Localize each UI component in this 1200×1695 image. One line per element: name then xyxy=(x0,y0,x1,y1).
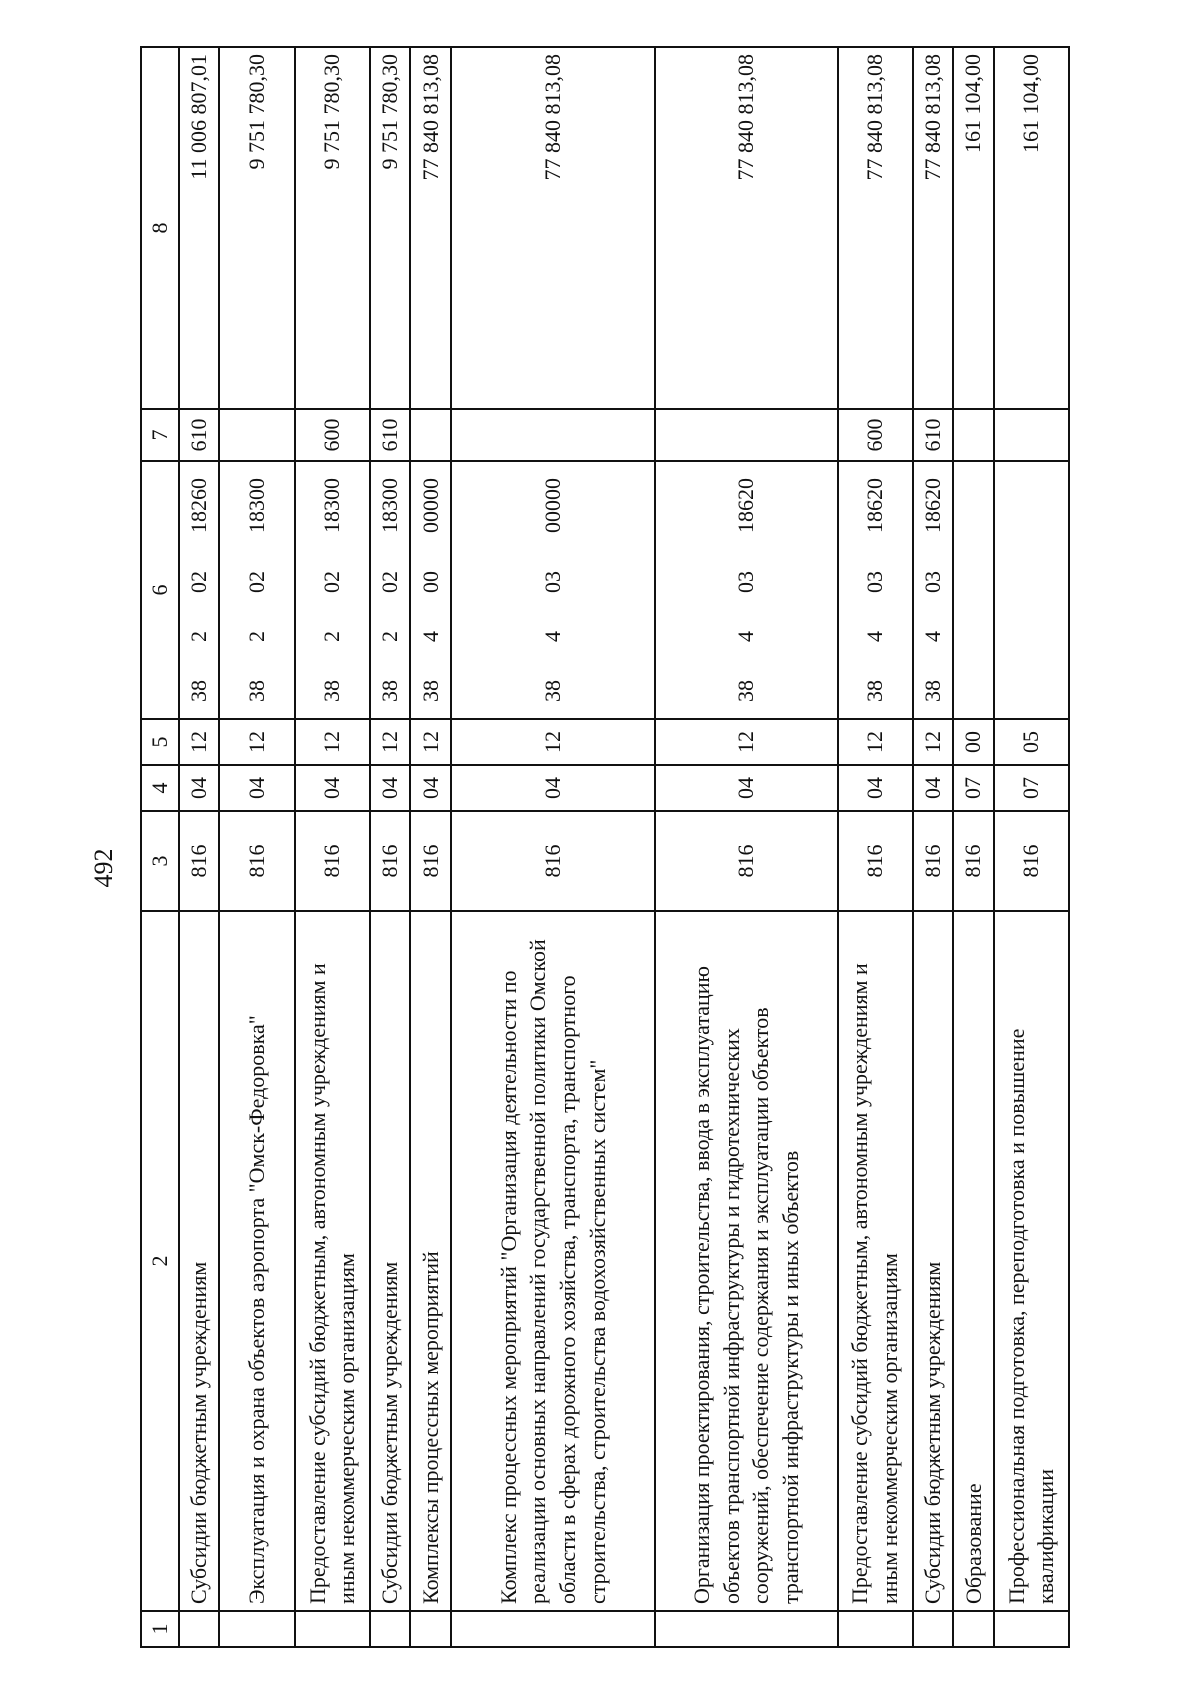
expense-type-cell xyxy=(410,409,450,461)
target-article-part: 03 xyxy=(733,571,759,593)
target-article-part: 38 xyxy=(417,680,443,702)
ministry-code-cell: 816 xyxy=(219,811,294,911)
target-article-part: 18620 xyxy=(733,478,759,533)
ministry-code-cell: 816 xyxy=(410,811,450,911)
section-code-cell: 04 xyxy=(295,765,370,811)
section-code-cell: 07 xyxy=(994,765,1069,811)
expense-type-cell xyxy=(953,409,993,461)
target-article-code xyxy=(733,468,759,712)
expense-type-cell: 600 xyxy=(838,409,913,461)
target-article-part: 02 xyxy=(186,571,212,593)
header-cell: 8 xyxy=(141,47,179,409)
target-article-part: 00 xyxy=(417,571,443,593)
header-cell: 3 xyxy=(141,811,179,911)
target-article-part: 38 xyxy=(244,680,270,702)
item-name-cell: Эксплуатация и охрана объектов аэропорта "Омск-Федоровка" xyxy=(219,911,294,1611)
target-article-part: 18620 xyxy=(919,478,945,533)
target-article-cell xyxy=(913,461,953,719)
item-name-cell: Организация проектирования, строительства, ввода в эксплуатацию объектов транспортной инфраструктуры и гидротехнических сооружений, обеспечение содержания и эксплуатации объектов транспортной инфраструктуры и иных объектов xyxy=(655,911,838,1611)
section-code-cell: 04 xyxy=(410,765,450,811)
item-name-cell: Субсидии бюджетным учреждениям xyxy=(179,911,219,1611)
header-cell: 2 xyxy=(141,911,179,1611)
budget-table xyxy=(140,46,1070,1648)
target-article-code xyxy=(920,468,946,712)
ministry-code-cell: 816 xyxy=(994,811,1069,911)
item-name-cell: Комплексы процессных мероприятий xyxy=(410,911,450,1611)
subsection-code-cell: 12 xyxy=(913,719,953,765)
table-row xyxy=(913,47,953,1647)
target-article-part: 38 xyxy=(733,680,759,702)
row-number-cell xyxy=(219,1611,294,1647)
target-article-cell xyxy=(410,461,450,719)
target-article-part: 2 xyxy=(319,631,345,642)
row-number-cell xyxy=(295,1611,370,1647)
target-article-part: 38 xyxy=(862,680,888,702)
target-article-part: 38 xyxy=(319,680,345,702)
table-row xyxy=(655,47,838,1647)
subsection-code-cell: 05 xyxy=(994,719,1069,765)
amount-cell: 161 104,00 xyxy=(953,47,993,409)
table-row xyxy=(838,47,913,1647)
target-article-code xyxy=(862,468,888,712)
section-code-cell: 04 xyxy=(913,765,953,811)
subsection-code-cell: 12 xyxy=(410,719,450,765)
target-article-part: 2 xyxy=(244,631,270,642)
amount-cell: 77 840 813,08 xyxy=(913,47,953,409)
header-cell: 5 xyxy=(141,719,179,765)
expense-type-cell: 600 xyxy=(295,409,370,461)
row-number-cell xyxy=(370,1611,410,1647)
target-article-cell xyxy=(179,461,219,719)
ministry-code-cell: 816 xyxy=(838,811,913,911)
section-code-cell: 04 xyxy=(838,765,913,811)
target-article-cell xyxy=(838,461,913,719)
table-row xyxy=(370,47,410,1647)
table-row xyxy=(451,47,655,1647)
amount-cell: 77 840 813,08 xyxy=(838,47,913,409)
amount-cell: 77 840 813,08 xyxy=(655,47,838,409)
target-article-part: 38 xyxy=(377,680,403,702)
target-article-part: 03 xyxy=(919,571,945,593)
header-cell: 7 xyxy=(141,409,179,461)
target-article-part: 18260 xyxy=(186,478,212,533)
target-article-part: 4 xyxy=(919,631,945,642)
target-article-code xyxy=(186,468,212,712)
row-number-cell xyxy=(655,1611,838,1647)
subsection-code-cell: 12 xyxy=(655,719,838,765)
amount-cell: 9 751 780,30 xyxy=(295,47,370,409)
table-row xyxy=(295,47,370,1647)
header-cell: 6 xyxy=(141,461,179,719)
target-article-part: 4 xyxy=(417,631,443,642)
amount-cell: 77 840 813,08 xyxy=(451,47,655,409)
subsection-code-cell: 12 xyxy=(838,719,913,765)
target-article-part: 38 xyxy=(186,680,212,702)
table-row xyxy=(219,47,294,1647)
subsection-code-cell: 12 xyxy=(451,719,655,765)
target-article-part: 18620 xyxy=(862,478,888,533)
expense-type-cell: 610 xyxy=(370,409,410,461)
amount-cell: 9 751 780,30 xyxy=(219,47,294,409)
row-number-cell xyxy=(953,1611,993,1647)
item-name-cell: Предоставление субсидий бюджетным, автономным учреждениям и иным некоммерческим организациям xyxy=(295,911,370,1611)
target-article-part: 03 xyxy=(539,571,565,593)
rotated-table-container xyxy=(140,48,1070,1648)
item-name-cell: Образование xyxy=(953,911,993,1611)
target-article-cell xyxy=(370,461,410,719)
ministry-code-cell: 816 xyxy=(655,811,838,911)
page-number: 492 xyxy=(89,848,118,888)
target-article-part: 18300 xyxy=(377,478,403,533)
subsection-code-cell: 12 xyxy=(219,719,294,765)
target-article-part: 2 xyxy=(186,631,212,642)
ministry-code-cell: 816 xyxy=(295,811,370,911)
section-code-cell: 04 xyxy=(451,765,655,811)
target-article-cell xyxy=(994,461,1069,719)
row-number-cell xyxy=(410,1611,450,1647)
target-article-code xyxy=(319,468,345,712)
target-article-part: 02 xyxy=(319,571,345,593)
target-article-code xyxy=(540,468,566,712)
target-article-cell xyxy=(655,461,838,719)
target-article-code xyxy=(244,468,270,712)
ministry-code-cell: 816 xyxy=(953,811,993,911)
expense-type-cell xyxy=(655,409,838,461)
ministry-code-cell: 816 xyxy=(370,811,410,911)
expense-type-cell xyxy=(994,409,1069,461)
row-number-cell xyxy=(838,1611,913,1647)
section-code-cell: 04 xyxy=(179,765,219,811)
target-article-part: 2 xyxy=(377,631,403,642)
amount-cell: 9 751 780,30 xyxy=(370,47,410,409)
subsection-code-cell: 12 xyxy=(370,719,410,765)
target-article-code xyxy=(418,468,444,712)
table-row xyxy=(410,47,450,1647)
subsection-code-cell: 12 xyxy=(295,719,370,765)
item-name-cell: Предоставление субсидий бюджетным, автономным учреждениям и иным некоммерческим организациям xyxy=(838,911,913,1611)
target-article-cell xyxy=(953,461,993,719)
target-article-part: 38 xyxy=(539,680,565,702)
amount-cell: 11 006 807,01 xyxy=(179,47,219,409)
item-name-cell: Комплекс процессных мероприятий "Организация деятельности по реализации основных направлений государственной политики Омской области в сферах дорожного хозяйства, транспорта, транспортного строительства, строительства водохозяйственных систем" xyxy=(451,911,655,1611)
expense-type-cell xyxy=(451,409,655,461)
section-code-cell: 04 xyxy=(655,765,838,811)
expense-type-cell: 610 xyxy=(913,409,953,461)
amount-cell: 161 104,00 xyxy=(994,47,1069,409)
section-code-cell: 04 xyxy=(370,765,410,811)
item-name-cell: Субсидии бюджетным учреждениям xyxy=(913,911,953,1611)
target-article-part: 4 xyxy=(539,631,565,642)
row-number-cell xyxy=(994,1611,1069,1647)
ministry-code-cell: 816 xyxy=(179,811,219,911)
section-code-cell: 07 xyxy=(953,765,993,811)
header-cell: 4 xyxy=(141,765,179,811)
subsection-code-cell: 00 xyxy=(953,719,993,765)
row-number-cell xyxy=(179,1611,219,1647)
target-article-part: 4 xyxy=(733,631,759,642)
header-cell: 1 xyxy=(141,1611,179,1647)
table-row xyxy=(953,47,993,1647)
target-article-part: 18300 xyxy=(244,478,270,533)
target-article-part: 00000 xyxy=(539,478,565,533)
target-article-part: 18300 xyxy=(319,478,345,533)
target-article-part: 03 xyxy=(862,571,888,593)
target-article-part: 4 xyxy=(862,631,888,642)
item-name-cell: Субсидии бюджетным учреждениям xyxy=(370,911,410,1611)
expense-type-cell xyxy=(219,409,294,461)
target-article-cell xyxy=(295,461,370,719)
target-article-code xyxy=(377,468,403,712)
target-article-cell xyxy=(451,461,655,719)
item-name-cell: Профессиональная подготовка, переподготовка и повышение квалификации xyxy=(994,911,1069,1611)
table-row xyxy=(179,47,219,1647)
target-article-part: 02 xyxy=(377,571,403,593)
table-row xyxy=(994,47,1069,1647)
ministry-code-cell: 816 xyxy=(451,811,655,911)
target-article-part: 00000 xyxy=(417,478,443,533)
section-code-cell: 04 xyxy=(219,765,294,811)
amount-cell: 77 840 813,08 xyxy=(410,47,450,409)
row-number-cell xyxy=(913,1611,953,1647)
header-row xyxy=(141,47,179,1647)
target-article-cell xyxy=(219,461,294,719)
expense-type-cell: 610 xyxy=(179,409,219,461)
ministry-code-cell: 816 xyxy=(913,811,953,911)
target-article-part: 38 xyxy=(919,680,945,702)
target-article-part: 02 xyxy=(244,571,270,593)
subsection-code-cell: 12 xyxy=(179,719,219,765)
row-number-cell xyxy=(451,1611,655,1647)
